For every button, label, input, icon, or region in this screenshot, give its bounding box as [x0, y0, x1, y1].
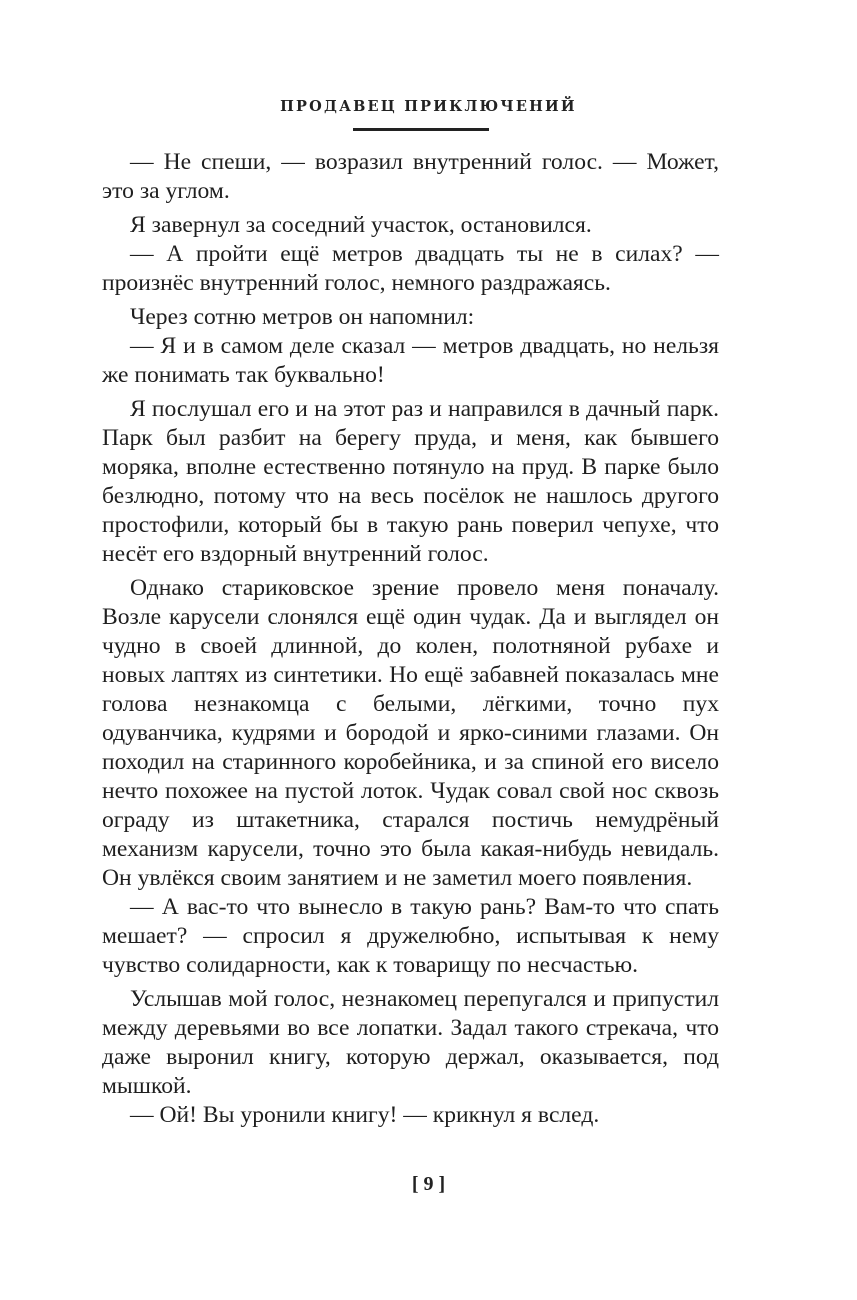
- paragraph: Услышав мой голос, незнакомец перепугался и припустил между деревьями во все лопатки. Задал такого стрекача, что даже выронил книгу, которую держал, оказывается, под мышкой.: [102, 986, 719, 1099]
- header-rule: [353, 128, 489, 131]
- paragraph: — Я и в самом деле сказал — метров двадцать, но нельзя же понимать так буквально!: [102, 333, 719, 388]
- paragraph: Через сотню метров он напомнил:: [130, 304, 475, 330]
- paragraph: Однако стариковское зрение провело меня поначалу. Возле карусели слонялся ещё один чудак. Да и выглядел он чудно в своей длинной, до колен, полотняной рубахе и новых лаптях из синтетики. Но ещё забавней показалась мне голова незнакомца с белыми, лёгкими, точно пух одуванчика, кудрями и бородой и ярко-синими глазами. Он походил на старинного коробейника, и за спиной его висело нечто похожее на пустой лоток. Чудак совал свой нос сквозь ограду из штакетника, старался постичь немудрёный механизм карусели, точно это была какая-нибудь невидаль. Он увлёкся своим занятием и не заметил моего появления.: [102, 575, 719, 891]
- paragraph: Я завернул за соседний участок, остановился.: [130, 212, 592, 238]
- paragraph: — А вас-то что вынесло в такую рань? Вам-то что спать мешает? — спросил я дружелюбно, испытывая к нему чувство солидарности, как к товарищу по несчастью.: [102, 894, 719, 978]
- page-number: [ 9 ]: [411, 1173, 446, 1195]
- paragraph: — Не спеши, — возразил внутренний голос. — Может, это за углом.: [102, 149, 719, 204]
- paragraph: Я послушал его и на этот раз и направился в дачный парк. Парк был разбит на берегу пруда, и меня, как бывшего моряка, вполне естественно потянуло на пруд. В парке было безлюдно, потому что на весь посёлок не нашлось другого простофили, который бы в такую рань поверил чепухе, что несёт его вздорный внутренний голос.: [102, 396, 719, 567]
- paragraph: — Ой! Вы уронили книгу! — крикнул я вслед.: [130, 1102, 600, 1128]
- body-text: [102, 148, 719, 1130]
- paragraph: — А пройти ещё метров двадцать ты не в силах? — произнёс внутренний голос, немного раздражаясь.: [102, 241, 719, 296]
- running-head-title: ПРОДАВЕЦ ПРИКЛЮЧЕНИЙ: [280, 98, 577, 115]
